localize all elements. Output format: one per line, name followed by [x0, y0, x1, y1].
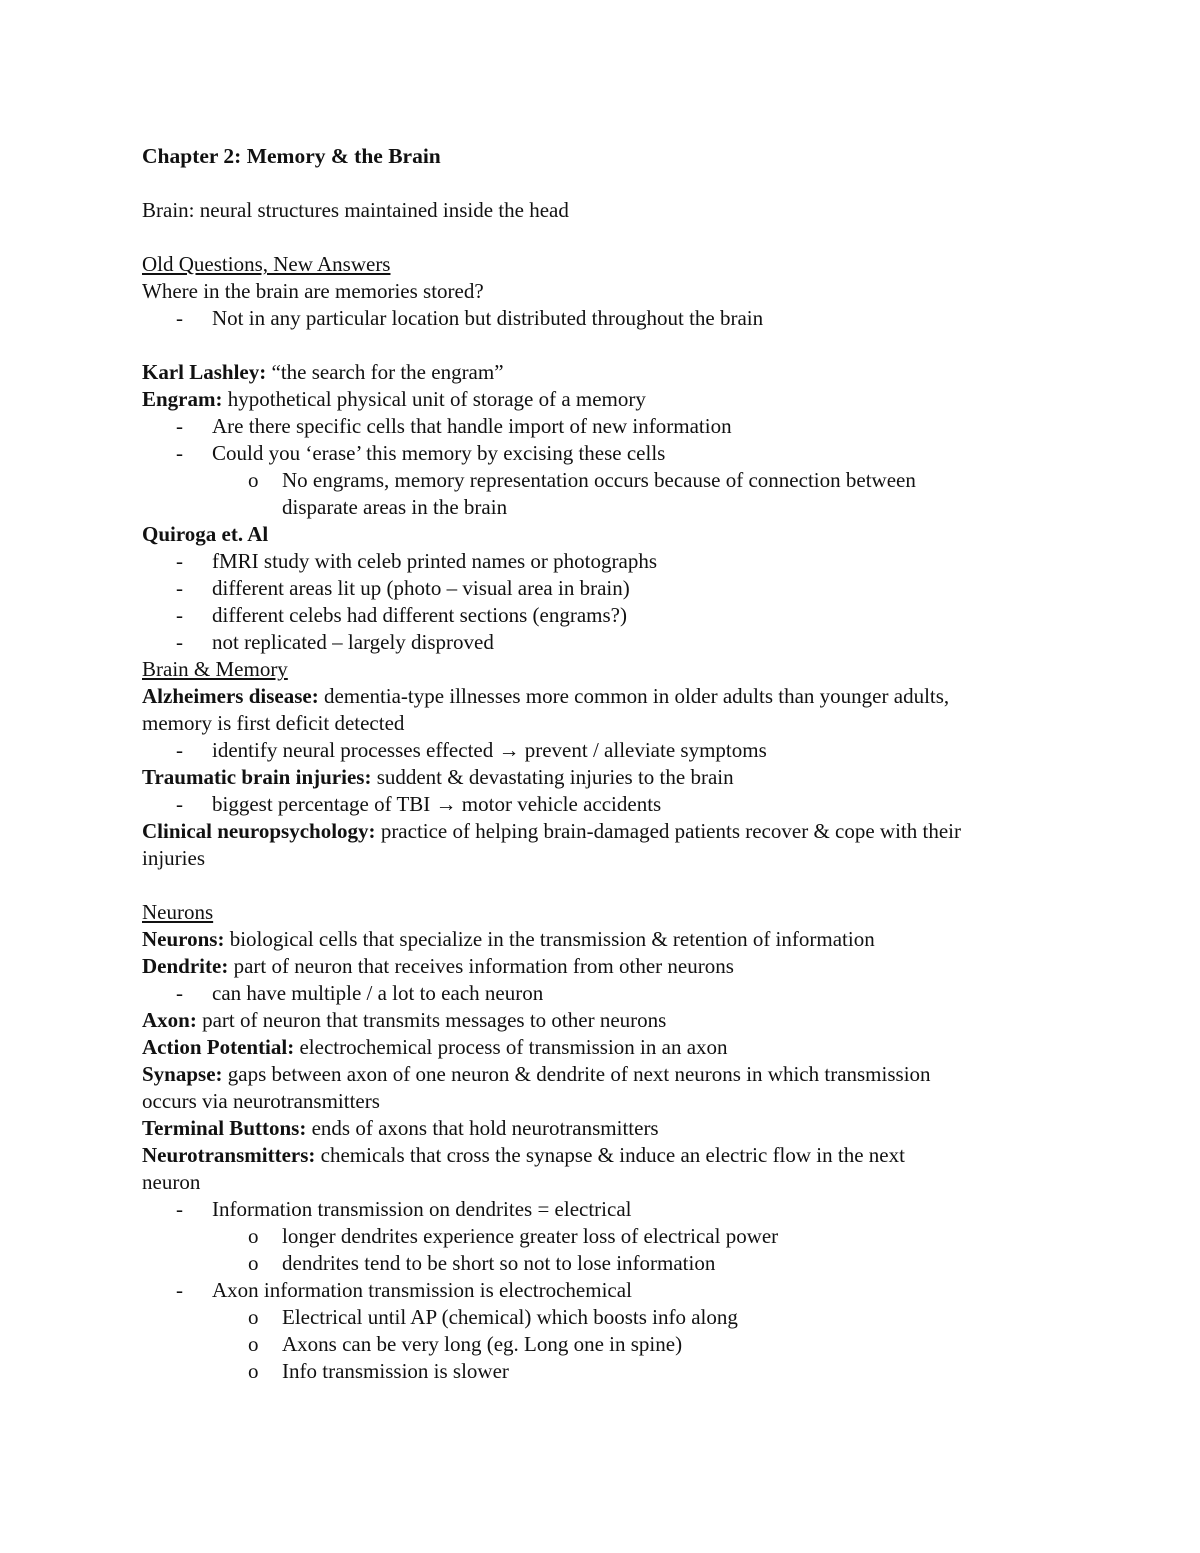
bullet-text: Axons can be very long (eg. Long one in spine) [282, 1332, 683, 1356]
bullet-text: Could you ‘erase’ this memory by excising these cells [212, 441, 666, 465]
question-text: Where in the brain are memories stored? [142, 279, 484, 303]
bullet-item [142, 575, 1082, 602]
term-definition: ends of axons that hold neurotransmitters [306, 1116, 659, 1140]
circle-bullet: o [248, 468, 259, 492]
definition-neurons [142, 926, 1082, 953]
dash-bullet: - [176, 792, 183, 816]
bullet-item [142, 440, 1082, 467]
term-label: Engram: [142, 387, 223, 411]
definition-karl-lashley [142, 359, 1082, 386]
definition-dendrite [142, 953, 1082, 980]
term-definition: suddent & devastating injuries to the brain [371, 765, 734, 789]
definition-clinical-neuropsychology [142, 818, 1082, 845]
term-definition: chemicals that cross the synapse & induce an electric flow in the next [315, 1143, 905, 1167]
bullet-item [142, 548, 1082, 575]
definition-neurotransmitters [142, 1142, 1082, 1169]
term-definition: practice of helping brain-damaged patients recover & cope with their [375, 819, 961, 843]
definition-synapse [142, 1061, 1082, 1088]
term-label: Action Potential: [142, 1035, 295, 1059]
term-label: Traumatic brain injuries: [142, 765, 372, 789]
term-quiroga: Quiroga et. Al [142, 522, 269, 546]
dash-bullet: - [176, 441, 183, 465]
term-label: Karl Lashley: [142, 360, 267, 384]
term-definition: “the search for the engram” [266, 360, 504, 384]
bullet-text: Are there specific cells that handle import of new information [212, 414, 732, 438]
bullet-item [142, 413, 1082, 440]
bullet-text: Info transmission is slower [282, 1359, 509, 1383]
definition-continuation: neuron [142, 1170, 201, 1194]
bullet-item [142, 980, 1082, 1007]
bullet-item [142, 602, 1082, 629]
definition-continuation: occurs via neurotransmitters [142, 1089, 380, 1113]
dash-bullet: - [176, 549, 183, 573]
dash-bullet: - [176, 1197, 183, 1221]
definition-terminal-buttons [142, 1115, 1082, 1142]
sub-bullet-item [142, 1358, 1082, 1385]
arrow-icon: → [498, 738, 520, 762]
document-page [142, 143, 1082, 1385]
definition-alzheimers [142, 683, 1082, 710]
bullet-text: different areas lit up (photo – visual area in brain) [212, 576, 630, 600]
intro-definition: Brain: neural structures maintained inside the head [142, 198, 569, 222]
section-heading-old-questions: Old Questions, New Answers [142, 252, 391, 276]
arrow-icon: → [435, 792, 457, 816]
bullet-text: No engrams, memory representation occurs because of connection between [282, 468, 916, 492]
circle-bullet: o [248, 1305, 259, 1329]
bullet-text: motor vehicle accidents [456, 792, 662, 816]
definition-axon [142, 1007, 1082, 1034]
bullet-text: biggest percentage of TBI [212, 792, 436, 816]
sub-bullet-continuation: disparate areas in the brain [282, 495, 508, 519]
spacer [142, 224, 1082, 251]
definition-continuation: injuries [142, 846, 205, 870]
circle-bullet: o [248, 1332, 259, 1356]
term-label: Axon: [142, 1008, 197, 1032]
spacer [142, 170, 1082, 197]
bullet-item [142, 791, 1082, 818]
section-heading-brain-memory: Brain & Memory [142, 657, 288, 681]
term-definition: gaps between axon of one neuron & dendrite of next neurons in which transmission [222, 1062, 931, 1086]
term-definition: part of neuron that transmits messages to other neurons [196, 1008, 667, 1032]
bullet-text: Not in any particular location but distributed throughout the brain [212, 306, 764, 330]
bullet-text: different celebs had different sections (engrams?) [212, 603, 627, 627]
circle-bullet: o [248, 1359, 259, 1383]
bullet-text: Electrical until AP (chemical) which boosts info along [282, 1305, 738, 1329]
sub-bullet-item [142, 467, 1082, 494]
bullet-text: prevent / alleviate symptoms [519, 738, 767, 762]
sub-bullet-item [142, 1304, 1082, 1331]
dash-bullet: - [176, 306, 183, 330]
term-definition: hypothetical physical unit of storage of a memory [222, 387, 646, 411]
term-label: Dendrite: [142, 954, 229, 978]
sub-bullet-item [142, 1331, 1082, 1358]
bullet-item [142, 629, 1082, 656]
spacer [142, 332, 1082, 359]
dash-bullet: - [176, 603, 183, 627]
bullet-item [142, 737, 1082, 764]
definition-engram [142, 386, 1082, 413]
bullet-text: Axon information transmission is electrochemical [212, 1278, 632, 1302]
circle-bullet: o [248, 1251, 259, 1275]
term-label: Neurons: [142, 927, 225, 951]
circle-bullet: o [248, 1224, 259, 1248]
bullet-text: longer dendrites experience greater loss of electrical power [282, 1224, 779, 1248]
dash-bullet: - [176, 414, 183, 438]
sub-bullet-item [142, 1223, 1082, 1250]
page-title: Chapter 2: Memory & the Brain [142, 144, 441, 168]
section-heading-neurons: Neurons [142, 900, 214, 924]
term-label: Alzheimers disease: [142, 684, 319, 708]
bullet-text: dendrites tend to be short so not to lose information [282, 1251, 716, 1275]
definition-continuation: memory is first deficit detected [142, 711, 405, 735]
term-definition: electrochemical process of transmission in an axon [294, 1035, 728, 1059]
bullet-text: Information transmission on dendrites = electrical [212, 1197, 632, 1221]
term-definition: part of neuron that receives information from other neurons [228, 954, 734, 978]
bullet-text: identify neural processes effected [212, 738, 499, 762]
bullet-text: can have multiple / a lot to each neuron [212, 981, 544, 1005]
definition-traumatic-brain-injuries [142, 764, 1082, 791]
sub-bullet-item [142, 1250, 1082, 1277]
term-definition: biological cells that specialize in the transmission & retention of information [224, 927, 875, 951]
bullet-item [142, 1277, 1082, 1304]
term-definition: dementia-type illnesses more common in older adults than younger adults, [318, 684, 950, 708]
dash-bullet: - [176, 981, 183, 1005]
spacer [142, 872, 1082, 899]
bullet-item [142, 1196, 1082, 1223]
term-label: Synapse: [142, 1062, 223, 1086]
dash-bullet: - [176, 576, 183, 600]
bullet-text: not replicated – largely disproved [212, 630, 494, 654]
definition-action-potential [142, 1034, 1082, 1061]
dash-bullet: - [176, 630, 183, 654]
term-label: Clinical neuropsychology: [142, 819, 376, 843]
bullet-item [142, 305, 1082, 332]
term-label: Neurotransmitters: [142, 1143, 316, 1167]
term-label: Terminal Buttons: [142, 1116, 307, 1140]
dash-bullet: - [176, 738, 183, 762]
bullet-text: fMRI study with celeb printed names or photographs [212, 549, 657, 573]
dash-bullet: - [176, 1278, 183, 1302]
